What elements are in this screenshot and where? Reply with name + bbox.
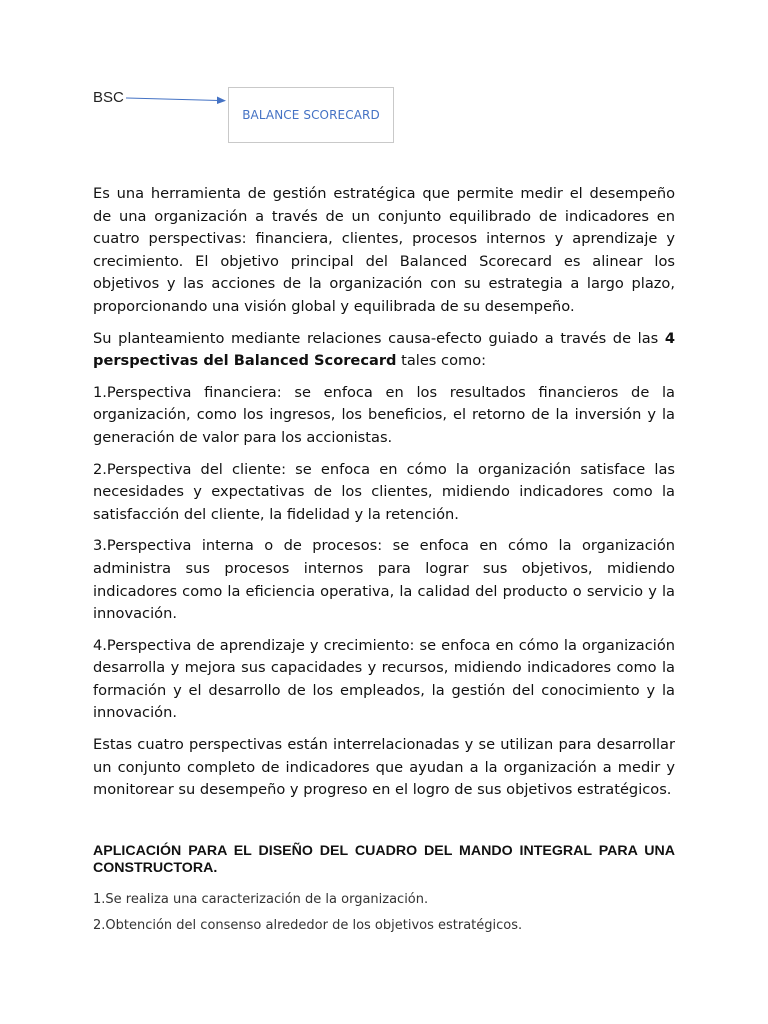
approach-suffix: tales como: <box>396 352 487 370</box>
intro-paragraph: Es una herramienta de gestión estratégica que permite medir el desempeño de una organización a través de un conjunto equilibrado de indicadores en cuatro perspectivas: financiera, clientes, procesos internos y aprendizaje y crecimiento. El objetivo principal del Balanced Scorecard es alinear los objetivos y las acciones de la organización con su estrategia a largo plazo, proporcionando una visión global y equilibrada de su desempeño. <box>93 185 675 315</box>
closing-paragraph: Estas cuatro perspectivas están interrelacionadas y se utilizan para desarrollar un conjunto completo de indicadores que ayudan a la organización a medir y monitorear su desempeño y progreso en el logro de sus objetivos estratégicos. <box>93 736 675 799</box>
approach-prefix: Su planteamiento mediante relaciones causa-efecto guiado a través de las <box>93 329 665 347</box>
bsc-label: BSC <box>93 89 124 106</box>
arrow-right-icon <box>125 92 229 108</box>
approach-paragraph <box>93 328 675 373</box>
perspective-internal: 3.Perspectiva interna o de procesos: se enfoca en cómo la organización administra sus procesos internos para lograr sus objetivos, midiendo indicadores como la eficiencia operativa, la calidad del producto o servicio y la innovación. <box>93 537 675 623</box>
application-steps <box>93 887 675 939</box>
balance-scorecard-box <box>228 87 394 143</box>
application-step: 2.Obtención del consenso alrededor de los objetivos estratégicos. <box>93 918 523 933</box>
application-step: 1.Se realiza una caracterización de la organización. <box>93 892 429 907</box>
perspective-financial: 1.Perspectiva financiera: se enfoca en los resultados financieros de la organización, como los ingresos, los beneficios, el retorno de la inversión y la generación de valor para los accionistas. <box>93 383 675 446</box>
document-body <box>93 183 675 811</box>
perspective-customer: 2.Perspectiva del cliente: se enfoca en cómo la organización satisface las necesidades y expectativas de los clientes, midiendo indicadores como la satisfacción del cliente, la fidelidad y la retención. <box>93 460 675 523</box>
application-heading: APLICACIÓN PARA EL DISEÑO DEL CUADRO DEL MANDO INTEGRAL PARA UNA CONSTRUCTORA. <box>93 843 675 876</box>
approach-bold: 4 perspectivas del Balanced Scorecard <box>93 329 675 370</box>
balance-scorecard-title: BALANCE SCORECARD <box>242 108 380 122</box>
perspective-learning: 4.Perspectiva de aprendizaje y crecimiento: se enfoca en cómo la organización desarrolla y mejora sus capacidades y recursos, midiendo indicadores como la formación y el desarrollo de los empleados, la gestión del conocimiento y la innovación. <box>93 636 675 722</box>
